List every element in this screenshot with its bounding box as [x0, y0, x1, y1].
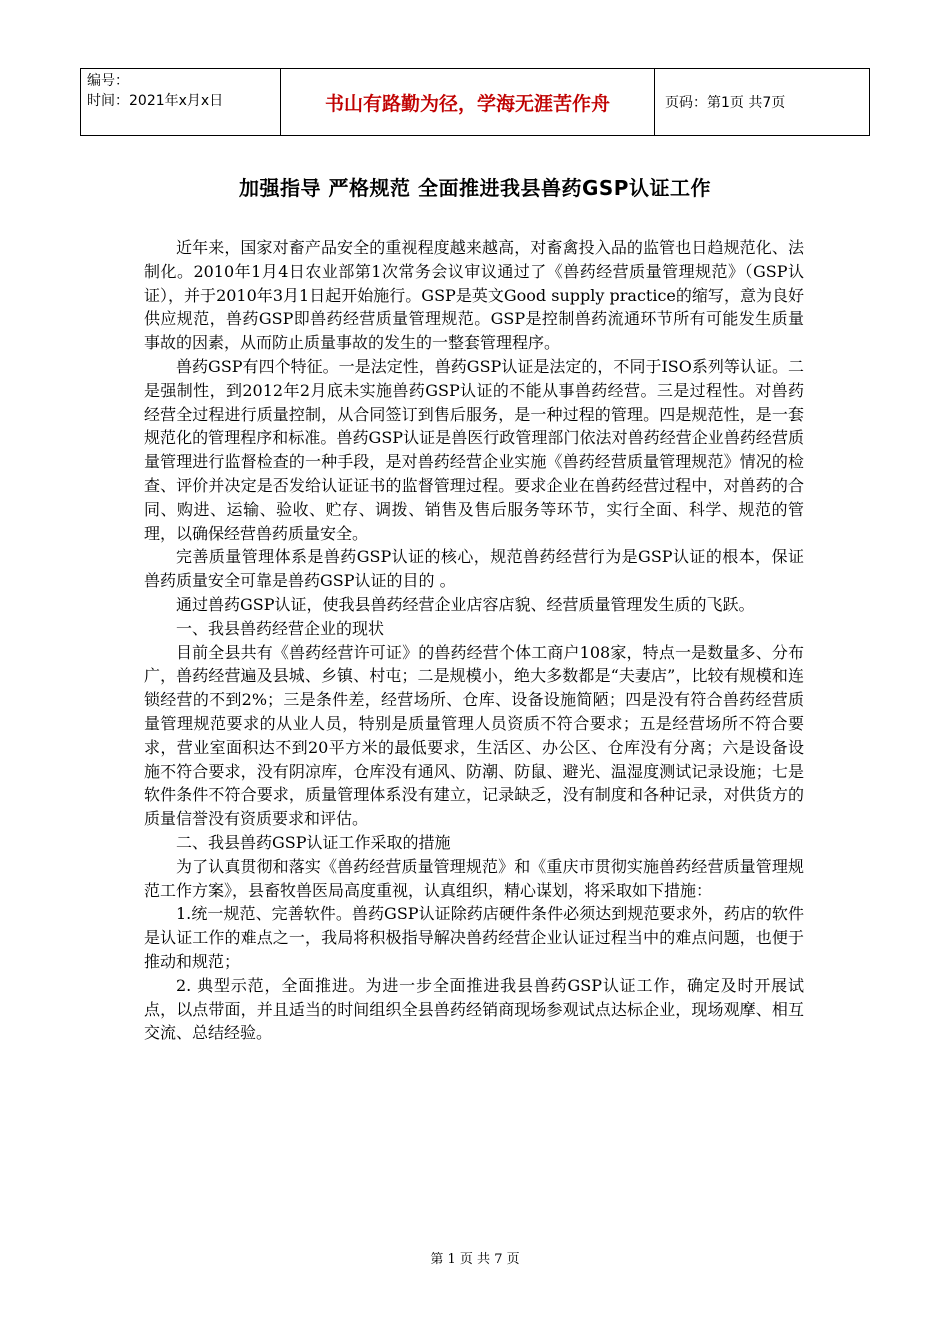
document-date: 时间：2021年x月x日: [87, 93, 224, 109]
section-heading: 一、我县兽药经营企业的现状: [176, 618, 385, 638]
paragraph: 目前全县共有《兽药经营许可证》的兽药经营个体工商户108家，特点一是数量多、分布广，兽药经营遍及县城、乡镇、村屯；二是规模小，绝大多数都是“夫妻店”，比较有规模和连锁经营的不到2%；三是条件差，经营场所、仓库、设备设施简陋；四是没有符合兽药经营质量管理规范要求的从业人员，特别是质量管理人员资质不符合要求；五是经营场所不符合要求，营业室面积达不到20平方米的最低要求，生活区、办公区、仓库没有分离；六是设备设施不符合要求，没有阴凉库，仓库没有通风、防潮、防鼠、避光、温湿度测试记录设施；七是软件条件不符合要求，质量管理体系没有建立，记录缺乏，没有制度和各种记录，对供货方的质量信誉没有资质要求和评估。: [144, 642, 804, 829]
page-footer: 第 1 页 共 7 页: [430, 1252, 520, 1267]
header-meta-cell: [81, 69, 281, 135]
paragraph: 完善质量管理体系是兽药GSP认证的核心，规范兽药经营行为是GSP认证的根本，保证兽药质量安全可靠是兽药GSP认证的目的 。: [144, 547, 804, 591]
section-heading: 二、我县兽药GSP认证工作采取的措施: [176, 832, 451, 852]
list-item: 2. 典型示范，全面推进。为进一步全面推进我县兽药GSP认证工作，确定及时开展试点，以点带面，并且适当的时间组织全县兽药经销商现场参观试点达标企业，现场观摩、相互交流、总结经验。: [144, 975, 804, 1043]
document-number-label: 编号：: [87, 73, 129, 89]
paragraph: 近年来，国家对畜产品安全的重视程度越来越高，对畜禽投入品的监管也日趋规范化、法制化。2010年1月4日农业部第1次常务会议审议通过了《兽药经营质量管理规范》（GSP认证），并于2010年3月1日起开始施行。GSP是英文Good supply practice的缩写，意为良好供应规范，兽药GSP即兽药经营质量管理规范。GSP是控制兽药流通环节所有可能发生质量事故的因素，从而防止质量事故的发生的一整套管理程序。: [144, 238, 804, 353]
paragraph: 通过兽药GSP认证，使我县兽药经营企业店容店貌、经营质量管理发生质的飞跃。: [176, 594, 755, 614]
header-table: [80, 68, 870, 136]
document-title: 加强指导 严格规范 全面推进我县兽药GSP认证工作: [239, 176, 711, 200]
document-body: [144, 236, 804, 1045]
list-item: 1.统一规范、完善软件。兽药GSP认证除药店硬件条件必须达到规范要求外，药店的软件是认证工作的难点之一，我局将积极指导解决兽药经营企业认证过程当中的难点问题，也便于推动和规范；: [144, 904, 804, 971]
paragraph: 兽药GSP有四个特征。一是法定性，兽药GSP认证是法定的，不同于ISO系列等认证。二是强制性，到2012年2月底未实施兽药GSP认证的不能从事兽药经营。三是过程性。对兽药经营全过程进行质量控制，从合同签订到售后服务，是一种过程的管理。四是规范性，是一套规范化的管理程序和标准。兽药GSP认证是兽医行政管理部门依法对兽药经营企业兽药经营质量管理进行监督检查的一种手段，是对兽药经营企业实施《兽药经营质量管理规范》情况的检查、评价并决定是否发给认证证书的监督管理过程。要求企业在兽药经营过程中，对兽药的合同、购进、运输、验收、贮存、调拨、销售及售后服务等环节，实行全面、科学、规范的管理，以确保经营兽药质量安全。: [144, 356, 804, 543]
header-page-info: 页码：第1页 共7页: [665, 95, 786, 111]
header-motto: 书山有路勤为径，学海无涯苦作舟: [281, 69, 655, 135]
paragraph: 为了认真贯彻和落实《兽药经营质量管理规范》和《重庆市贯彻实施兽药经营质量管理规范工作方案》，县畜牧兽医局高度重视，认真组织，精心谋划，将采取如下措施：: [144, 856, 804, 900]
